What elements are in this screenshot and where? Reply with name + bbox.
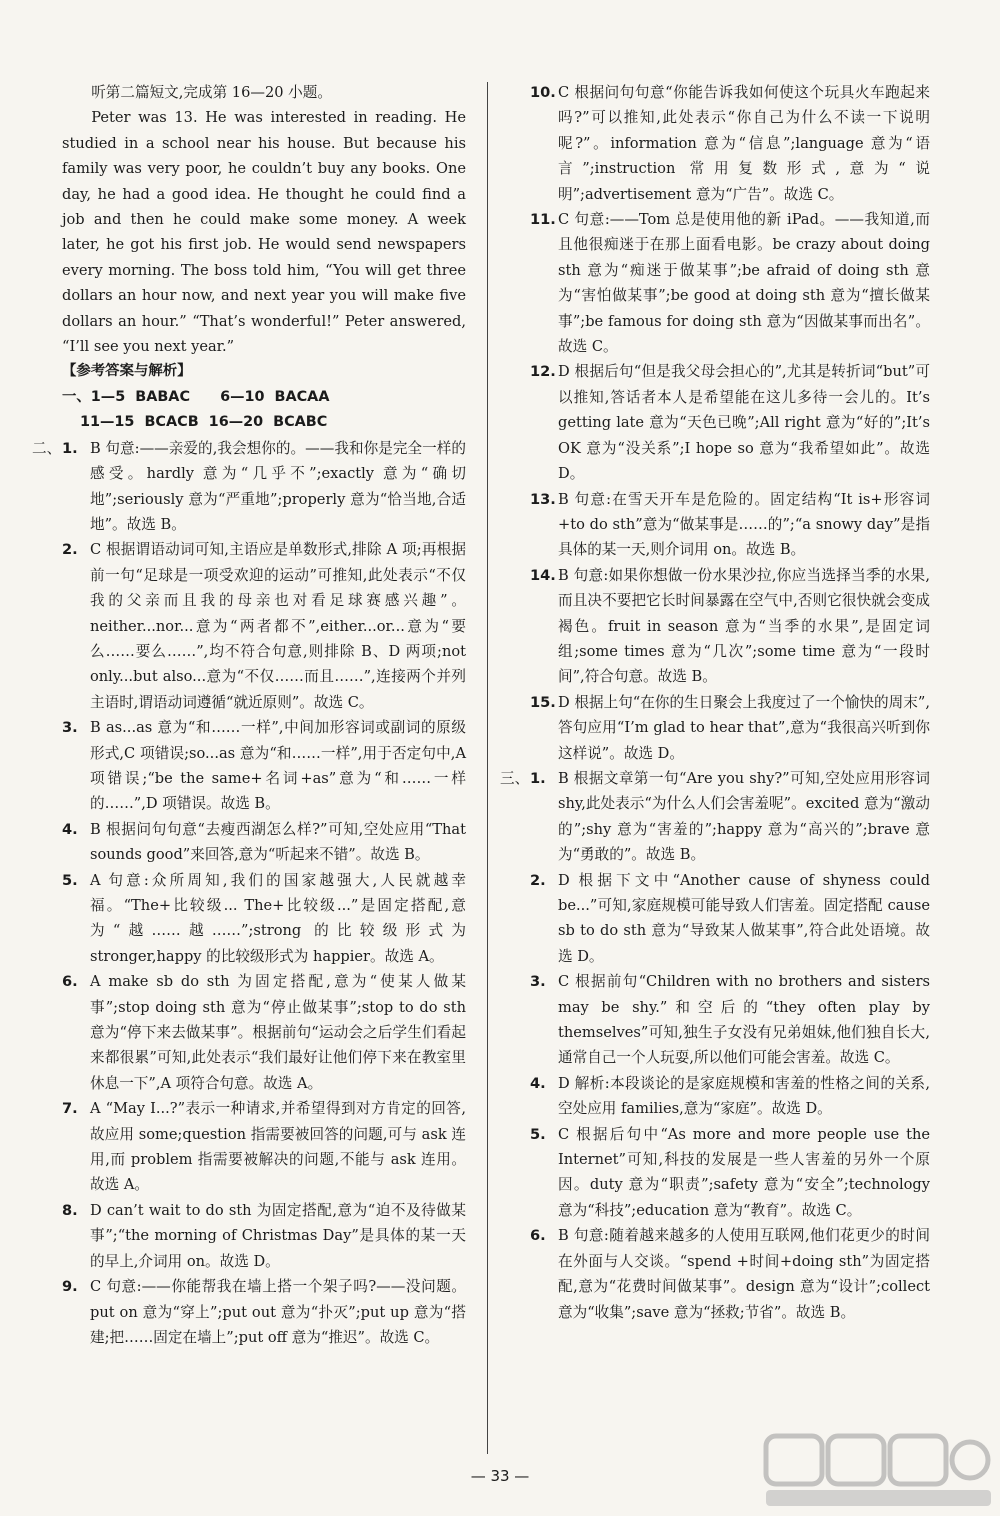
item-explanation: A 句意:众所周知,我们的国家越强大,人民就越幸福。“The+比较级... The+比较级...”是固定搭配,意为“越……越……”;strong 的比较级形式为 stronger,happy 的比较级形式为 happier。故选 A。 bbox=[90, 871, 466, 965]
section2-item-3 bbox=[62, 715, 466, 817]
item-explanation: B as...as 意为“和……一样”,中间加形容词或副词的原级形式,C 项错误;so...as 意为“和……一样”,用于否定句中,A 项错误;“be the same+名词+as”意为“和……一样的……”,D 项错误。故选 B。 bbox=[90, 719, 466, 813]
answer-key-1-10: 1—5 BABAC 6—10 BACAA bbox=[90, 388, 330, 405]
item-explanation: C 句意:——Tom 总是使用他的新 iPad。——我知道,而且他很痴迷于在那上面看电影。be crazy about doing sth 意为“痴迷于做某事”;be afraid of doing sth 意为“害怕做某事”;be good at doing sth 意为“擅长做某事”;be famous for doing sth 意为“因做某事而出名”。故选 C。 bbox=[558, 211, 930, 356]
item-number: 5. bbox=[62, 871, 78, 889]
item-explanation: C 根据问句句意“你能告诉我如何使这个玩具火车跑起来吗?”可以推知,此处表示“你自己为什么不读一下说明呢?”。information 意为“信息”;language 意为“语言”;instruction 常用复数形式,意为“说明”;advertisement 意为“广告”。故选 C。 bbox=[558, 84, 930, 203]
item-explanation: B 根据问句句意“去瘦西湖怎么样?”可知,空处应用“That sounds good”来回答,意为“听起来不错”。故选 B。 bbox=[90, 820, 466, 864]
listening-passage: Peter was 13. He was interested in reading. He studied in a school near his house. But because his family was very poor, he couldn’t buy any books. One day, he had a good idea. He thought he could find a job and then he could make some money. A week later, he got his first job. He would send newspapers every morning. The boss told him, “You will get three dollars an hour now, and next year you will make five dollars an hour.” “That’s wonderful!” Peter answered, “I’ll see you next year.” bbox=[62, 109, 466, 356]
item-number: 1. bbox=[62, 439, 78, 457]
item-number: 7. bbox=[62, 1100, 78, 1118]
section3-label: 三、 bbox=[500, 769, 530, 787]
item-number: 3. bbox=[62, 719, 78, 737]
item-number: 9. bbox=[62, 1278, 78, 1296]
item-explanation: D 根据后句“但是我父母会担心的”,尤其是转折词“but”可以推知,答话者本人是希望能在这儿多待一会儿的。It’s getting late 意为“天色已晚”;All right 意为“好的”;It’s OK 意为“没关系”;I hope so 意为“我希望如此”。故选 D。 bbox=[558, 363, 930, 483]
section3-item-2 bbox=[530, 868, 930, 970]
item-explanation: B 句意:在雪天开车是危险的。固定结构“It is+形容词+to do sth”意为“做某事是……的”;“a snowy day”是指具体的某一天,则介词用 on。故选 B。 bbox=[558, 490, 930, 559]
item-number: 12. bbox=[530, 363, 556, 381]
item-number: 15. bbox=[530, 693, 556, 711]
section2-item-12 bbox=[530, 359, 930, 486]
item-number: 14. bbox=[530, 566, 556, 584]
section3-item-3 bbox=[530, 969, 930, 1071]
column-divider bbox=[487, 82, 488, 1454]
listening-instruction: 听第二篇短文,完成第 16—20 小题。 bbox=[91, 84, 332, 101]
item-explanation: D 解析:本段谈论的是家庭规模和害羞的性格之间的关系,空处应用 families,意为“家庭”。故选 D。 bbox=[558, 1074, 930, 1118]
item-explanation: B 句意:如果你想做一份水果沙拉,你应当选择当季的水果,而且决不要把它长时间暴露在空气中,否则它很快就会变成褐色。fruit in season 意为“当季的水果”,是固定词组;some times 意为“几次”;some time 意为“一段时间”,符合句意。故选 B。 bbox=[558, 566, 930, 686]
item-explanation: D 根据上句“在你的生日聚会上我度过了一个愉快的周末”,答句应用“I’m glad to hear that”,意为“我很高兴听到你这样说”。故选 D。 bbox=[558, 693, 930, 762]
item-number: 2. bbox=[530, 871, 546, 889]
section2-item-2 bbox=[62, 537, 466, 715]
right-column bbox=[500, 80, 930, 1325]
item-explanation: B 句意:随着越来越多的人使用互联网,他们花更少的时间在外面与人交谈。“spend +时间+doing sth”为固定搭配,意为“花费时间做某事”。design 意为“设计”;collect 意为“收集”;save 意为“拯救;节省”。故选 B。 bbox=[558, 1227, 930, 1321]
item-number: 6. bbox=[530, 1227, 546, 1245]
answer-key-line-1 bbox=[62, 385, 466, 410]
item-explanation: D can’t wait to do sth 为固定搭配,意为“迫不及待做某事”;“the morning of Christmas Day”是具体的某一天的早上,介词用 on。故选 D。 bbox=[90, 1201, 466, 1270]
section2-item-8 bbox=[62, 1198, 466, 1274]
section2-item-13 bbox=[530, 487, 930, 563]
answer-key-line-2: 11—15 BCACB 16—20 BCABC bbox=[80, 414, 328, 431]
section-3-list bbox=[500, 766, 930, 1325]
item-number: 6. bbox=[62, 973, 78, 991]
section2-item-6 bbox=[62, 969, 466, 1096]
watermark-logo-icon bbox=[760, 1430, 995, 1510]
section2-item-11 bbox=[530, 207, 930, 359]
page-number: — 33 — bbox=[470, 1467, 530, 1485]
item-number: 11. bbox=[530, 211, 556, 229]
section-1-label: 一、 bbox=[62, 388, 91, 405]
item-number: 5. bbox=[530, 1125, 546, 1143]
section3-item-6 bbox=[530, 1223, 930, 1325]
section2-item-14 bbox=[530, 563, 930, 690]
item-explanation: B 句意:——亲爱的,我会想你的。——我和你是完全一样的感受。hardly 意为“几乎不”;exactly 意为“确切地”;seriously 意为“严重地”;properly 意为“恰当地,合适地”。故选 B。 bbox=[90, 439, 467, 533]
item-explanation: C 根据前句“Children with no brothers and sisters may be shy.”和空后的“they often play by themselves”可知,独生子女没有兄弟姐妹,他们独自长大,通常自己一个人玩耍,所以他们可能会害羞。故选 C。 bbox=[558, 973, 930, 1067]
item-number: 13. bbox=[530, 490, 556, 508]
item-number: 4. bbox=[530, 1074, 546, 1092]
item-number: 8. bbox=[62, 1201, 78, 1219]
section2-item-10 bbox=[530, 80, 930, 207]
section2-item-7 bbox=[62, 1096, 466, 1198]
section3-item-4 bbox=[530, 1071, 930, 1122]
item-number: 1. bbox=[530, 769, 546, 787]
item-explanation: A make sb do sth 为固定搭配,意为“使某人做某事”;stop doing sth 意为“停止做某事”;stop to do sth 意为“停下来去做某事”。根据前句“运动会之后学生们看起来都很累”可知,此处表示“我们最好让他们停下来在教室里休息一下”,A 项符合句意。故选 A。 bbox=[90, 973, 466, 1092]
answers-heading: 【参考答案与解析】 bbox=[62, 363, 192, 380]
section3-item-1 bbox=[500, 766, 930, 868]
item-number: 4. bbox=[62, 820, 78, 838]
section2-item-9 bbox=[62, 1274, 466, 1350]
section2-item-5 bbox=[62, 868, 466, 970]
section2-item-15 bbox=[530, 690, 930, 766]
item-number: 2. bbox=[62, 541, 78, 559]
left-column bbox=[32, 80, 467, 1350]
item-explanation: D 根据下文中“Another cause of shyness could be...”可知,家庭规模可能导致人们害羞。固定搭配 cause sb to do sth 意为“导致某人做某事”,符合此处语境。故选 D。 bbox=[558, 871, 930, 965]
item-explanation: C 句意:——你能帮我在墙上搭一个架子吗?——没问题。put on 意为“穿上”;put out 意为“扑灭”;put up 意为“搭建;把……固定在墙上”;put off 意为“推迟”。故选 C。 bbox=[90, 1278, 466, 1346]
item-explanation: A “May I...?”表示一种请求,并希望得到对方肯定的回答,故应用 some;question 指需要被回答的问题,可与 ask 连用,而 problem 指需要被解决的问题,不能与 ask 连用。故选 A。 bbox=[90, 1100, 466, 1194]
item-number: 3. bbox=[530, 973, 546, 991]
item-explanation: B 根据文章第一句“Are you shy?”可知,空处应用形容词 shy,此处表示“为什么人们会害羞呢”。excited 意为“激动的”;shy 意为“害羞的”;happy 意为“高兴的”;brave 意为“勇敢的”。故选 B。 bbox=[558, 769, 930, 864]
section2-label: 二、 bbox=[32, 439, 62, 457]
section2-item-1 bbox=[32, 436, 467, 538]
item-number: 10. bbox=[530, 84, 556, 101]
item-explanation: C 根据谓语动词可知,主语应是单数形式,排除 A 项;再根据前一句“足球是一项受欢迎的运动”可推知,此处表示“不仅我的父亲而且我的母亲也对看足球赛感兴趣”。neither...nor...意为“两者都不”,either...or...意为“要么……要么……”,均不符合句意,则排除 B、D 两项;not only...but also...意为“不仅……而且……”,连接两个并列主语时,谓语动词遵循“就近原则”。故选 C。 bbox=[90, 541, 466, 711]
section2-item-4 bbox=[62, 817, 466, 868]
item-explanation: C 根据后句中“As more and more people use the Internet”可知,科技的发展是一些人害羞的另外一个原因。duty 意为“职责”;safety 意为“安全”;technology 意为“科技”;education 意为“教育”。故选 C。 bbox=[558, 1125, 930, 1219]
section-2-list-right bbox=[530, 80, 930, 766]
section-2-list-left bbox=[32, 436, 467, 1351]
section3-item-5 bbox=[530, 1122, 930, 1224]
